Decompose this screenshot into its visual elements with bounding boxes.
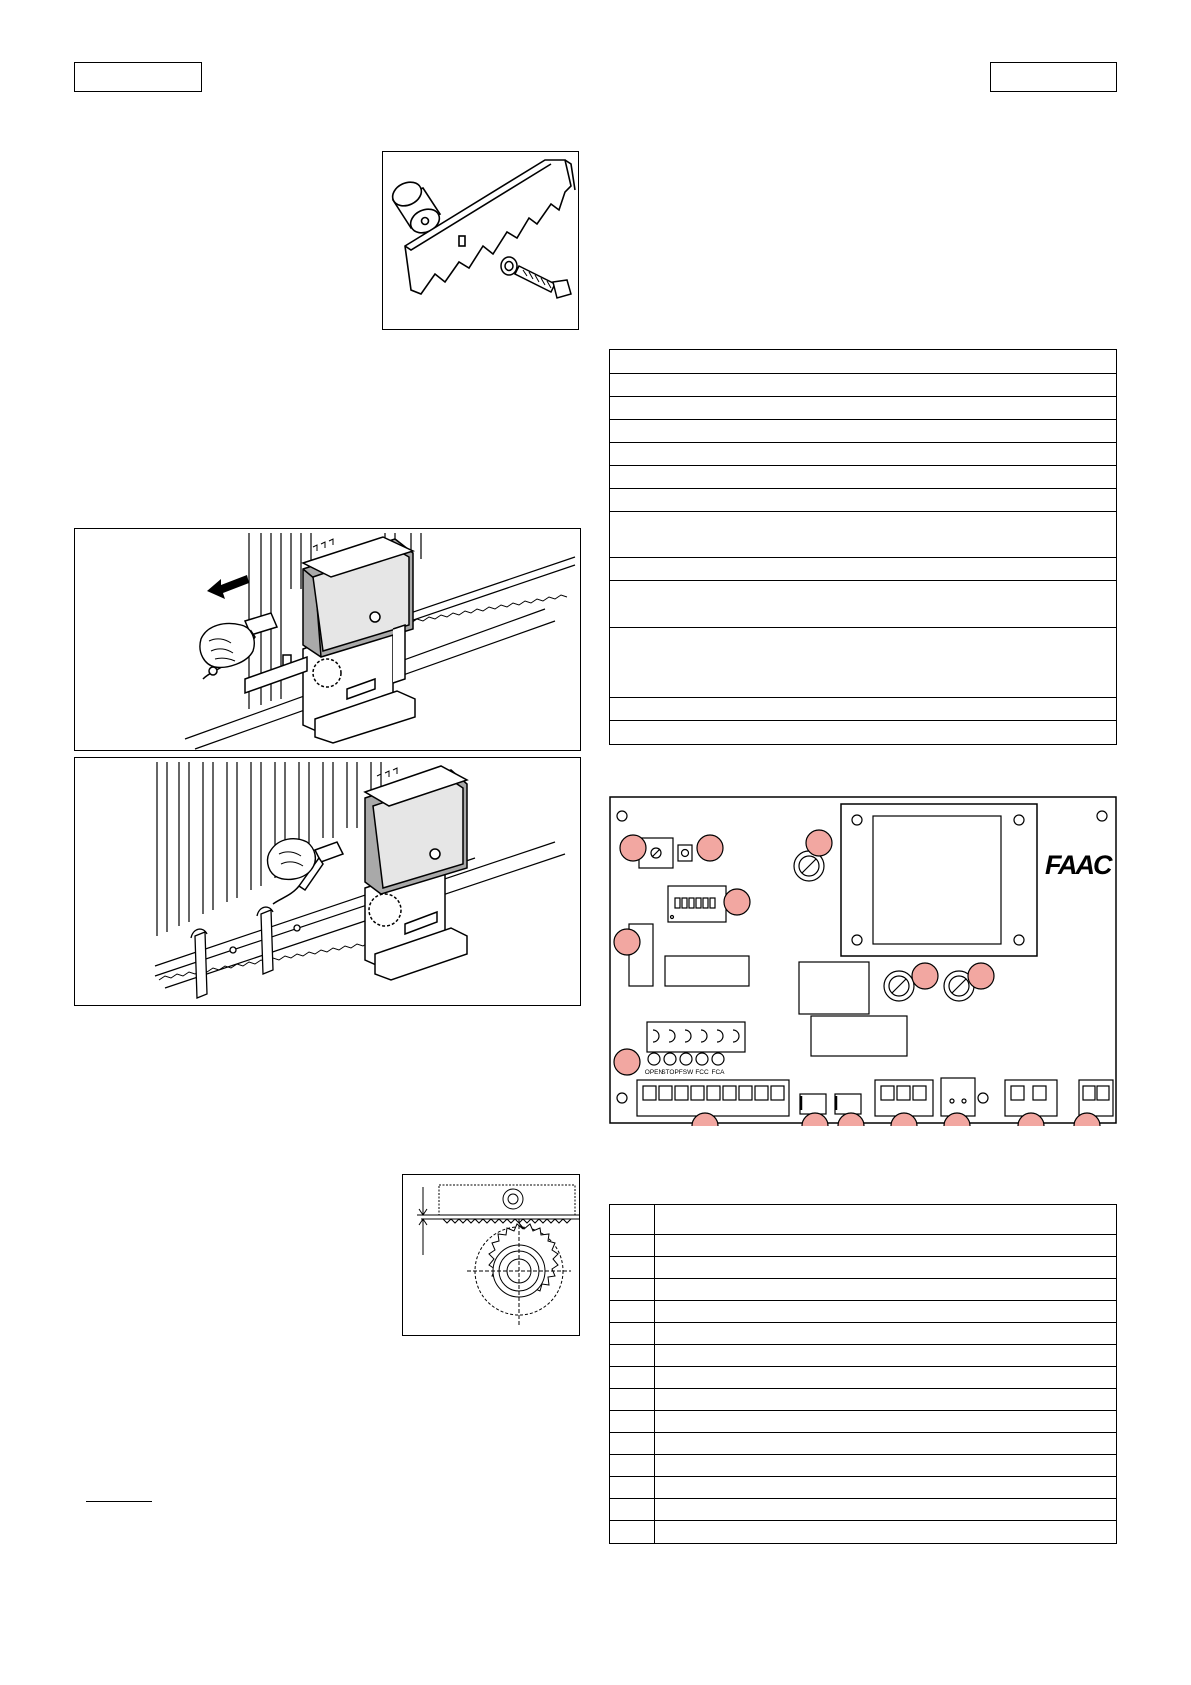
figure-rack-fixing (382, 151, 579, 330)
rack-bracket-icon (191, 907, 300, 998)
table-row (610, 1433, 1116, 1455)
table-row (610, 374, 1116, 397)
table-row (610, 698, 1116, 721)
table-row (610, 1235, 1116, 1257)
table-row (610, 1455, 1116, 1477)
table-row (610, 721, 1116, 744)
hand-icon (268, 839, 316, 880)
table-row (610, 1411, 1116, 1433)
callout-circle (614, 929, 640, 955)
technical-specs-table (609, 349, 1117, 745)
table-row (610, 350, 1116, 374)
callout-circle (968, 963, 994, 989)
figure-manual-release-top (74, 528, 581, 751)
table-row (610, 1257, 1116, 1279)
callout-circle (724, 889, 750, 915)
bolt-icon (501, 257, 571, 298)
table-row (610, 397, 1116, 420)
table-row (610, 1389, 1116, 1411)
table-row (610, 1499, 1116, 1521)
table-row (610, 1301, 1116, 1323)
table-row (610, 1345, 1116, 1367)
board-components-table (609, 1204, 1117, 1544)
table-row (610, 558, 1116, 581)
gear-motor-icon (283, 537, 415, 743)
led-label-fca: FCA (711, 1069, 725, 1076)
led-label-stop: STOP (661, 1069, 679, 1076)
callout-circle (697, 835, 723, 861)
table-row (610, 581, 1116, 628)
figure-pinion-rack-clearance (402, 1174, 580, 1336)
header-label-left (74, 62, 202, 92)
callout-circle (620, 835, 646, 861)
table-row (610, 1521, 1116, 1543)
header-label-right (990, 62, 1117, 92)
table-row (610, 1477, 1116, 1499)
table-row (610, 628, 1116, 698)
table-row (610, 420, 1116, 443)
table-row (610, 443, 1116, 466)
hand-icon (200, 624, 254, 668)
callout-circle (614, 1049, 640, 1075)
table-row (610, 466, 1116, 489)
pinion-icon (467, 1219, 571, 1325)
led-label-fsw: FSW (678, 1069, 694, 1076)
footnote-rule (86, 1501, 152, 1502)
callout-circle (912, 963, 938, 989)
gear-motor-icon (365, 766, 467, 980)
table-row (610, 1279, 1116, 1301)
table-row (610, 489, 1116, 512)
led-label-open: OPEN (644, 1069, 664, 1076)
table-row (610, 1323, 1116, 1345)
brand-logo: FAAC (1045, 850, 1111, 880)
table-row (610, 1205, 1116, 1235)
callout-circle (806, 830, 832, 856)
arrow-left-icon (207, 575, 249, 599)
led-label-fcc: FCC (695, 1069, 709, 1076)
control-board-diagram (609, 796, 1117, 1126)
table-row (610, 1367, 1116, 1389)
figure-manual-release-bottom (74, 757, 581, 1006)
table-row (610, 512, 1116, 558)
